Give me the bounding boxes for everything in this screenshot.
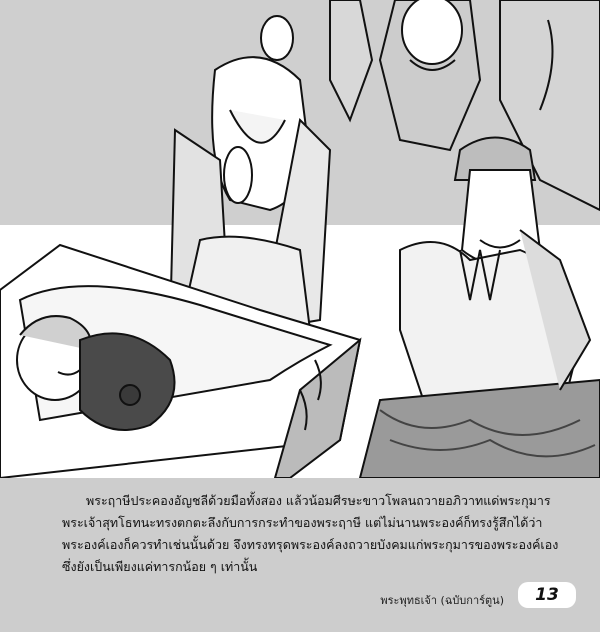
page-number-badge: 13 [518,582,576,608]
book-title: พระพุทธเจ้า (ฉบับการ์ตูน) [380,594,504,607]
text-panel [0,478,600,632]
caption-paragraph: พระฤาษีประคองอัญชลีด้วยมือทั้งสอง แล้วน้อมศีรษะขาวโพลนถวายอภิวาทแด่พระกุมาร พระเจ้าสุทโธทนะทรงตกตะลึงกับการกระทำของพระฤาษี แต่ไม่นานพระองค์ก็ทรงรู้สึกได้ว่าพระองค์เองก็ควรทำเช่นนั้นด้วย จึงทรงทรุดพระองค์ลงถวายบังคมแก่พระกุมารของพระองค์เอง ซึ่งยังเป็นเพียงแค่ทารกน้อย ๆ เท่านั้น [62,493,559,574]
story-caption [62,490,562,578]
